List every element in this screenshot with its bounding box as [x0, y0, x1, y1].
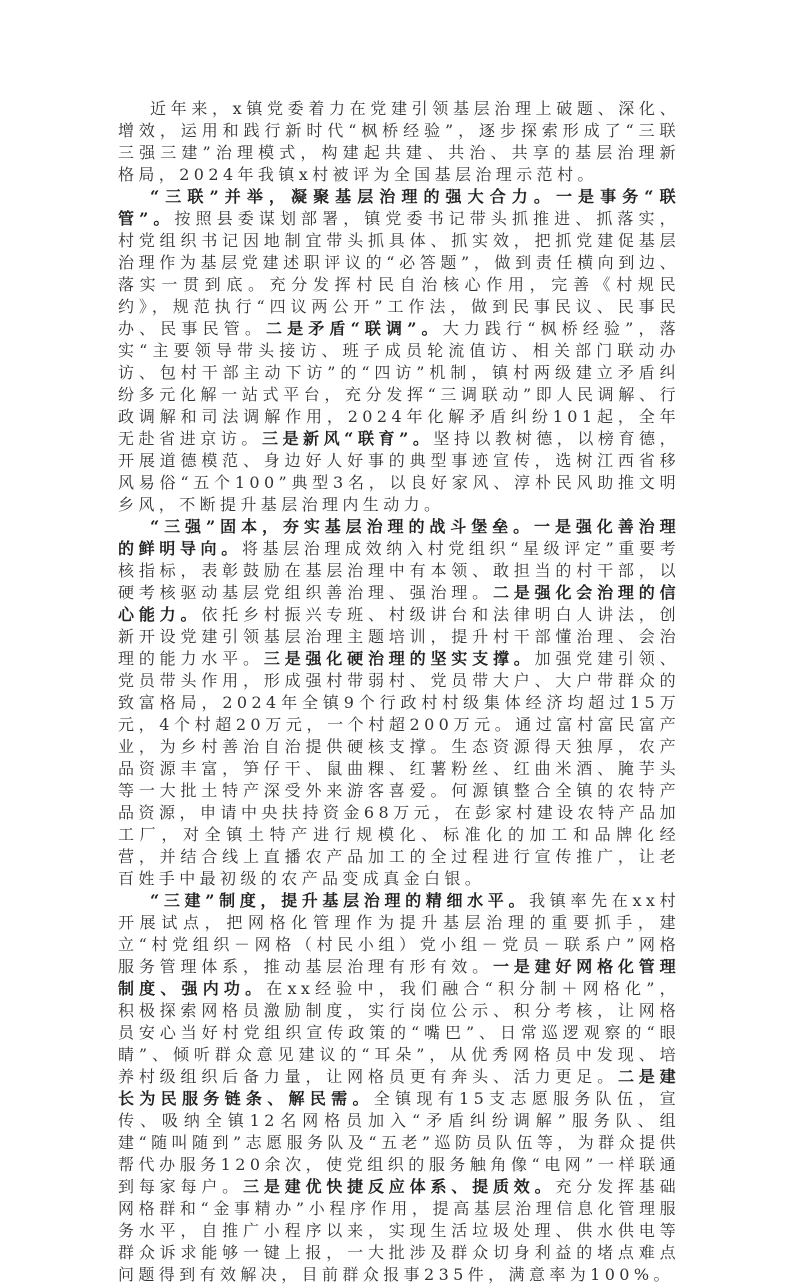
- paragraph-text: 我镇率先在xx村开展试点，把网格化管理作为提升基层治理的重要抓手，建立“村党组织－网格（村民小组）党小组－党员－联系户”网格服务管理体系，推动基层治理有形有效。: [118, 891, 680, 976]
- section-heading: “三联”并举，凝聚基层治理的强大合力。一是事务“联管”。: [118, 187, 680, 228]
- section-heading: “三强”固本，夯实基层治理的战斗堡垒。一是强化善治理的鲜明导向。: [118, 517, 680, 558]
- paragraph-text: 将基层治理成效纳入村党组织“星级评定”重要考核指标，表彰鼓励在基层治理中有本领、敢担当的村干部，以硬考核驱动基层党组织善治理、强治理。: [118, 539, 680, 602]
- section-heading: “三建”制度，提升基层治理的精细水平。: [150, 891, 530, 910]
- paragraph-text: 全镇现有15支志愿服务队伍，宣传、吸纳全镇12名网格员加入“矛盾纠纷调解”服务队、组建“随叫随到”志愿服务队及“五老”巡防员队伍等，为群众提供帮代办服务120余次，使党组织的服务触角像“电网”一样联通到每家每户。: [118, 1089, 680, 1196]
- subpoint-heading: 三是强化硬治理的坚实支撑。: [263, 649, 535, 668]
- paragraph-text: 坚持以教树德，以榜育德，开展道德模范、身边好人好事的典型事迹宣传，选树江西省移风易俗“五个100”典型3名，以良好家风、淳朴民风助推文明乡风，不断提升基层治理内生动力。: [118, 429, 680, 514]
- paragraph-text: 加强党建引领、党员带头作用，形成强村带弱村、党员带大户、大户带群众的致富格局，2024年全镇9个行政村村级集体经济均超过15万元，4个村超20万元，一个村超200万元。通过富村富民富产业，为乡村善治自治提供硬核支撑。生态资源得天独厚，农产品资源丰富，笋仔干、鼠曲粿、红薯粉丝、红曲米酒、腌芋头等一大批土特产深受外来游客喜爱。何源镇整合全镇的农特产品资源，申请中央扶持资金68万元，在彭家村建设农特产品加工厂，对全镇土特产进行规模化、标准化的加工和品牌化经营，并结合线上直播农产品加工的全过程进行宣传推广，让老百姓手中最初级的农产品变成真金白银。: [118, 649, 680, 888]
- paragraph-text: 大力践行“枫桥经验”，落实“主要领导带头接访、班子成员轮流值访、相关部门联动办访、包村干部主动下访”的“四访”机制，镇村两级建立矛盾纠纷多元化解一站式平台，充分发挥“三调联动”即人民调解、行政调解和司法调解作用，2024年化解矛盾纠纷101起，全年无赴省进京访。: [118, 319, 680, 448]
- paragraph-text: 依托乡村振兴专班、村级讲台和法律明白人讲法，创新开设党建引领基层治理主题培训，提升村干部懂治理、会治理的能力水平。: [118, 605, 680, 668]
- subpoint-heading: 一是建好网格化管理制度、强内功。: [118, 957, 680, 998]
- intro-paragraph: [118, 98, 680, 186]
- subpoint-heading: 三是新风“联育”。: [261, 429, 434, 448]
- subpoint-heading: 二是矛盾“联调”。: [266, 319, 443, 338]
- paragraph-text: 在xx经验中，我们融合“积分制＋网格化”，积极探索网格员激励制度，实行岗位公示、积分考核，让网格员安心当好村党组织宣传政策的“嘴巴”、日常巡逻观察的“眼睛”、倾听群众意见建议的“耳朵”，从优秀网格员中发现、培养村级组织后备力量，让网格员更有奔头、活力更足。: [118, 979, 680, 1086]
- san-jian-paragraph: [118, 890, 680, 1286]
- paragraph-text: 近年来，x镇党委着力在党建引领基层治理上破题、深化、增效，运用和践行新时代“枫桥经验”，逐步探索形成了“三联三强三建”治理模式，构建起共建、共治、共享的基层治理新格局，2024年我镇x村被评为全国基层治理示范村。: [118, 99, 680, 184]
- san-qiang-paragraph: [118, 516, 680, 890]
- subpoint-heading: 三是建优快捷反应体系、提质效。: [242, 1177, 556, 1196]
- subpoint-heading: 二是建长为民服务链条、解民需。: [118, 1067, 680, 1108]
- document-body: [118, 98, 680, 1286]
- san-lian-paragraph: [118, 186, 680, 516]
- paragraph-text: 充分发挥基础网格群和“金事精办”小程序作用，提高基层治理信息化管理服务水平，自推广小程序以来，实现生活垃圾处理、供水供电等群众诉求能够一键上报，一大批涉及群众切身利益的堵点难点问题得到有效解决，目前群众报事235件，满意率为100%。: [118, 1177, 680, 1284]
- subpoint-heading: 二是强化会治理的信心能力。: [118, 583, 680, 624]
- paragraph-text: 按照县委谋划部署，镇党委书记带头抓推进、抓落实，村党组织书记因地制宜带头抓具体、抓实效，把抓党建促基层治理作为基层党建述职评议的“必答题”，做到责任横向到边、落实一贯到底。充分发挥村民自治核心作用，完善《村规民约》，规范执行“四议两公开”工作法，做到民事民议、民事民办、民事民管。: [118, 209, 680, 338]
